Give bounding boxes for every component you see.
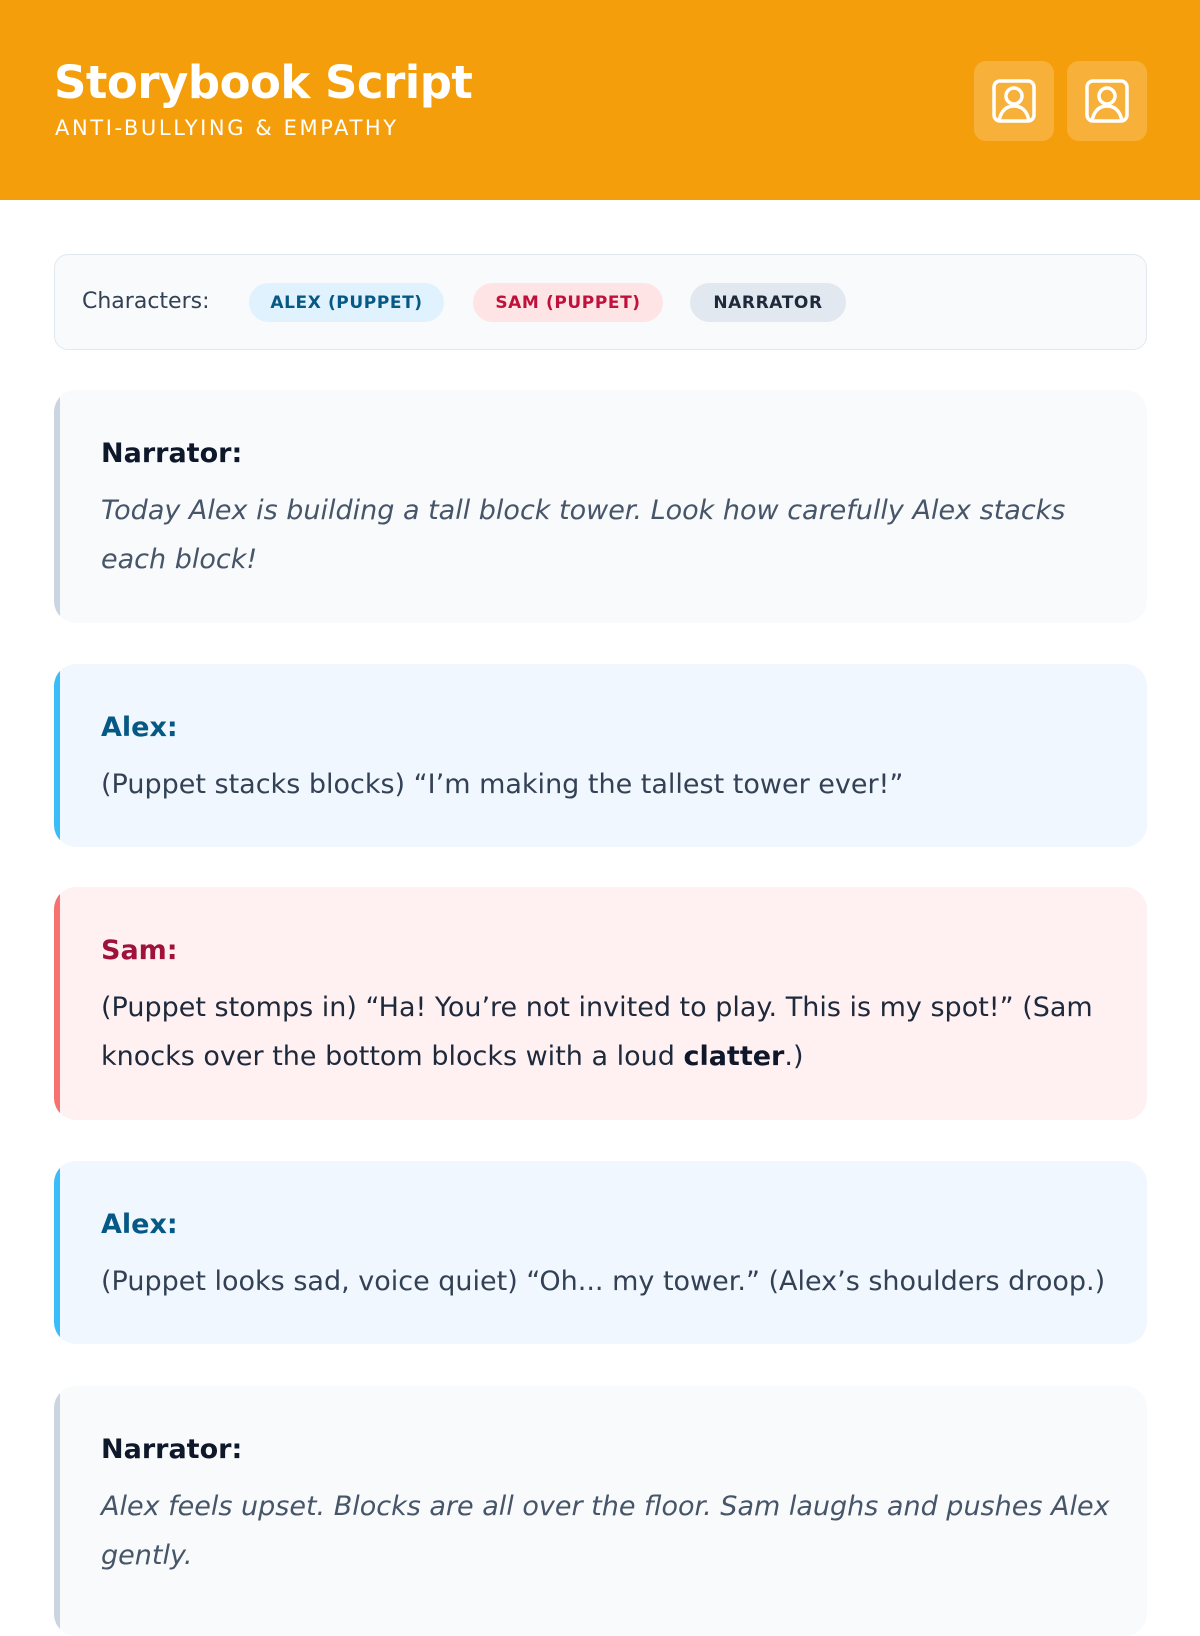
narrator-accent-bar	[54, 1386, 60, 1636]
puppet-portrait-button-2[interactable]	[1067, 61, 1147, 141]
speaker-name: Alex:	[101, 1209, 178, 1240]
puppet-portrait-icon	[1084, 78, 1130, 124]
page-title: Storybook Script	[54, 56, 473, 109]
dialogue-text: (Puppet looks sad, voice quiet) “Oh... my tower.” (Alex’s shoulders droop.)	[101, 1266, 1106, 1297]
script-line-narrator	[54, 1386, 1147, 1636]
characters-label: Characters:	[82, 289, 210, 314]
alex-accent-bar	[54, 664, 60, 847]
puppet-portrait-icon	[991, 78, 1037, 124]
puppet-portrait-button-1[interactable]	[974, 61, 1054, 141]
dialogue-text: Today Alex is building a tall block tower. Look how carefully Alex stacks each block!	[101, 495, 1066, 575]
dialogue-text: Alex feels upset. Blocks are all over the floor. Sam laughs and pushes Alex gently.	[101, 1491, 1110, 1571]
alex-accent-bar	[54, 1161, 60, 1344]
speaker-name: Alex:	[101, 712, 178, 743]
character-chip-narrator[interactable]: NARRATOR	[690, 283, 846, 322]
dialogue-text-part: (Puppet stomps in) “Ha! You’re not invited to play. This is my spot!” (Sam knocks over the bottom blocks with a loud	[101, 992, 1093, 1072]
dialogue-text: (Puppet stacks blocks) “I’m making the tallest tower ever!”	[101, 769, 904, 800]
emphasized-word: clatter	[683, 1041, 785, 1072]
character-chip-sam[interactable]: SAM (PUPPET)	[473, 283, 663, 322]
script-line-sam	[54, 887, 1147, 1120]
app-header	[0, 0, 1200, 200]
dialogue-text	[101, 983, 1111, 1081]
sam-accent-bar	[54, 887, 60, 1120]
dialogue-text-part: .)	[784, 1041, 804, 1072]
script-line-alex	[54, 1161, 1147, 1344]
narrator-accent-bar	[54, 390, 60, 623]
script-line-narrator	[54, 390, 1147, 623]
character-chip-alex[interactable]: ALEX (PUPPET)	[249, 283, 444, 322]
speaker-name: Narrator:	[101, 1434, 243, 1465]
page-subtitle: ANTI-BULLYING & EMPATHY	[55, 116, 399, 140]
characters-panel	[54, 254, 1147, 350]
speaker-name: Narrator:	[101, 438, 243, 469]
speaker-name: Sam:	[101, 935, 178, 966]
script-line-alex	[54, 664, 1147, 847]
